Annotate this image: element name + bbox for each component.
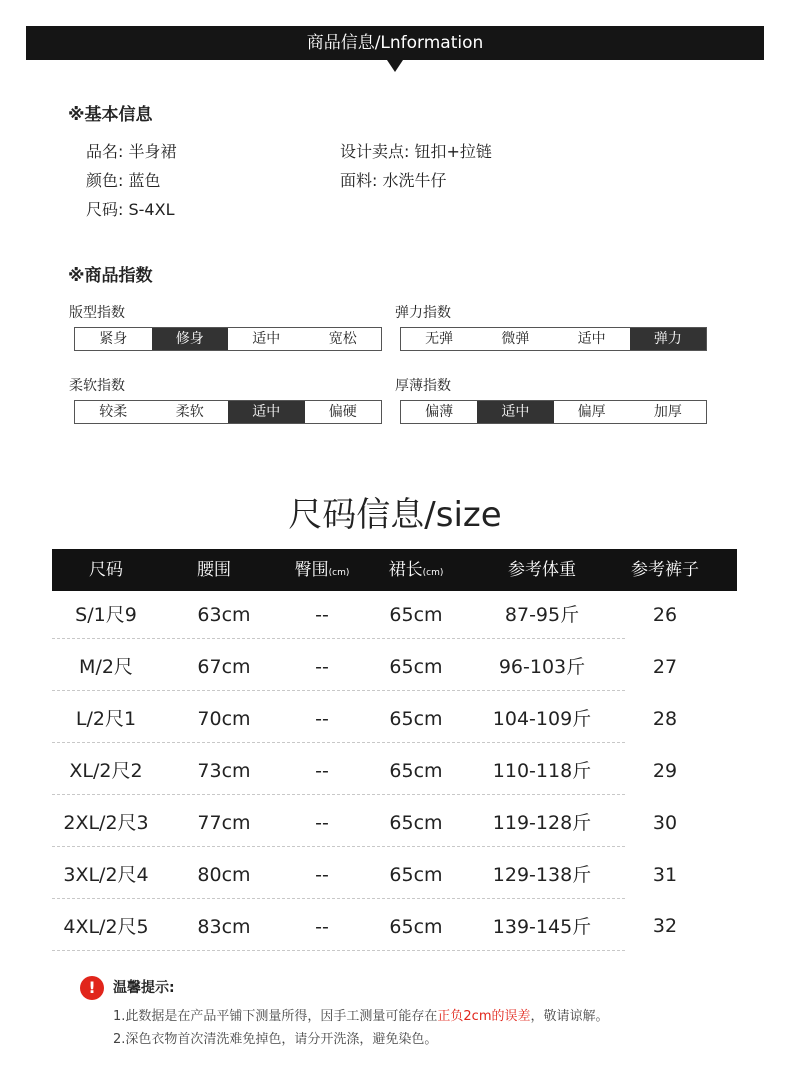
index-label-fit: 版型指数	[69, 305, 125, 321]
field-label: 尺码	[86, 200, 119, 219]
cell-weight: 139-145斤	[492, 916, 592, 938]
row-divider	[52, 898, 625, 899]
cell-size: L/2尺1	[75, 708, 137, 730]
index-option: 弹力	[630, 328, 706, 350]
header-cell-size	[46, 549, 166, 591]
cell-hip: --	[315, 864, 329, 886]
header-title: 商品信息/Lnformation	[306, 33, 484, 53]
cell-weight: 87-95斤	[504, 604, 580, 626]
field-product-name: 品名: 半身裙	[86, 142, 177, 161]
index-option: 偏薄	[425, 404, 454, 420]
cell-waist: 80cm	[197, 864, 251, 886]
tip-highlight: 正负2cm的误差	[437, 1009, 531, 1024]
index-option: 加厚	[653, 404, 682, 420]
header-unit: (cm)	[422, 568, 444, 578]
header-main: 参考体重	[508, 560, 576, 580]
tip-line-2: 2.深色衣物首次清洗难免掉色，请分开洗涤，避免染色。	[113, 1032, 438, 1047]
index-scale-fit	[74, 327, 382, 351]
header-cell-pants	[605, 549, 725, 591]
header-cell-weight	[482, 549, 602, 591]
cell-waist: 67cm	[197, 656, 251, 678]
cell-size: XL/2尺2	[69, 760, 143, 782]
index-option: 适中	[228, 401, 305, 423]
tips-title: 温馨提示:	[113, 980, 175, 996]
index-option: 紧身	[99, 331, 128, 347]
banner-notch	[387, 60, 403, 72]
index-scale-softness	[74, 400, 382, 424]
field-value: 钮扣+拉链	[414, 142, 492, 161]
row-divider	[52, 638, 625, 639]
cell-pants: 29	[652, 760, 678, 782]
tip-text: 1.此数据是在产品平铺下测量所得，因手工测量可能存在	[113, 1009, 438, 1024]
header-cell-waist	[154, 549, 274, 591]
field-label: 品名	[86, 142, 119, 161]
cell-hip: --	[315, 708, 329, 730]
cell-weight: 129-138斤	[492, 864, 592, 886]
header-main: 参考裤子	[631, 560, 699, 580]
index-option: 无弹	[425, 331, 454, 347]
indices-heading: ※商品指数	[68, 266, 153, 286]
cell-weight: 104-109斤	[492, 708, 592, 730]
field-value: 蓝色	[128, 171, 161, 190]
cell-hip: --	[315, 760, 329, 782]
field-value: 半身裙	[128, 142, 177, 161]
cell-length: 65cm	[389, 916, 443, 938]
cell-weight: 119-128斤	[492, 812, 592, 834]
cell-length: 65cm	[389, 812, 443, 834]
header-main: 尺码	[89, 560, 123, 580]
index-option: 适中	[252, 331, 281, 347]
field-fabric: 面料: 水洗牛仔	[340, 171, 447, 190]
cell-weight: 110-118斤	[492, 760, 592, 782]
tip-line-1	[113, 1005, 609, 1024]
header-main: 臀围	[294, 560, 329, 580]
header-banner	[26, 26, 764, 60]
cell-waist: 63cm	[197, 604, 251, 626]
cell-hip: --	[315, 812, 329, 834]
header-main: 裙长	[388, 560, 423, 580]
exclamation-icon: !	[80, 976, 104, 1000]
index-option: 微弹	[501, 331, 530, 347]
row-divider	[52, 690, 625, 691]
cell-waist: 70cm	[197, 708, 251, 730]
cell-size: 3XL/2尺4	[63, 864, 149, 886]
cell-size: 2XL/2尺3	[63, 812, 149, 834]
field-label: 设计卖点	[340, 142, 405, 161]
field-label: 面料	[340, 171, 373, 190]
row-divider	[52, 846, 625, 847]
cell-hip: --	[315, 656, 329, 678]
field-value: S-4XL	[128, 200, 175, 219]
cell-waist: 73cm	[197, 760, 251, 782]
cell-pants: 27	[652, 656, 678, 678]
cell-pants: 28	[652, 708, 678, 730]
header-main: 腰围	[197, 560, 231, 580]
cell-weight: 96-103斤	[498, 656, 586, 678]
index-label-stretch: 弹力指数	[395, 305, 451, 321]
cell-length: 65cm	[389, 864, 443, 886]
cell-size: 4XL/2尺5	[63, 916, 149, 938]
index-option: 修身	[152, 328, 229, 350]
cell-hip: --	[315, 604, 329, 626]
cell-hip: --	[315, 916, 329, 938]
index-option: 适中	[577, 331, 606, 347]
cell-pants: 30	[652, 812, 678, 834]
tip-text: ，敬请谅解。	[530, 1009, 609, 1024]
cell-waist: 83cm	[197, 916, 251, 938]
basic-info-heading: ※基本信息	[68, 105, 153, 125]
field-size-range: 尺码: S-4XL	[86, 200, 175, 219]
size-title: 尺码信息/size	[288, 495, 502, 535]
cell-pants: 32	[652, 915, 678, 937]
header-cell-length	[356, 549, 476, 594]
field-label: 颜色	[86, 171, 119, 190]
row-divider	[52, 950, 625, 951]
cell-pants: 31	[652, 864, 678, 886]
cell-waist: 77cm	[197, 812, 251, 834]
size-table-header	[52, 549, 737, 591]
index-option: 柔软	[175, 404, 204, 420]
index-label-thickness: 厚薄指数	[395, 378, 451, 394]
index-label-softness: 柔软指数	[69, 378, 125, 394]
index-option: 适中	[477, 401, 553, 423]
cell-pants: 26	[652, 604, 678, 626]
index-option: 偏厚	[577, 404, 606, 420]
index-option: 宽松	[328, 331, 357, 347]
index-scale-stretch	[400, 327, 707, 351]
index-option: 偏硬	[328, 404, 357, 420]
cell-size: M/2尺	[79, 656, 133, 678]
header-unit: (cm)	[328, 568, 350, 578]
field-value: 水洗牛仔	[382, 171, 447, 190]
cell-length: 65cm	[389, 656, 443, 678]
row-divider	[52, 742, 625, 743]
index-scale-thickness	[400, 400, 707, 424]
field-color: 颜色: 蓝色	[86, 171, 161, 190]
cell-size: S/1尺9	[75, 604, 137, 626]
field-design-feature: 设计卖点: 钮扣+拉链	[340, 142, 492, 161]
cell-length: 65cm	[389, 708, 443, 730]
row-divider	[52, 794, 625, 795]
index-option: 较柔	[99, 404, 128, 420]
cell-length: 65cm	[389, 604, 443, 626]
cell-length: 65cm	[389, 760, 443, 782]
